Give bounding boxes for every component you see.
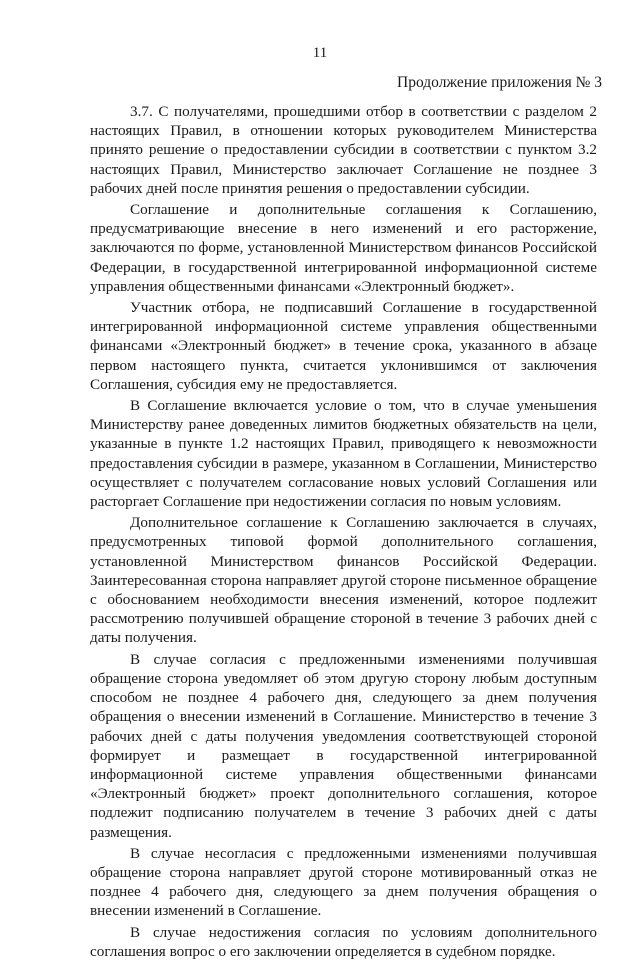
- page-number: 11: [312, 45, 328, 61]
- paragraph-limits-reduction: В Соглашение включается условие о том, что в случае уменьшения Министерству ранее доведенных лимитов бюджетных обязательств на цели, указанные в пункте 1.2 настоящих Правил, приводящего к невозможности предоставления субсидии в размере, указанном в Соглашении, Министерство осуществляет с получателем согласование новых условий Соглашения или расторгает Соглашение при недостижении согласия по новым условиям.: [90, 397, 597, 511]
- document-body: [90, 102, 597, 963]
- appendix-continuation-note: Продолжение приложения № 3: [397, 74, 602, 91]
- paragraph-consent: В случае согласия с предложенными изменениями получившая обращение сторона уведомляет об этом другую сторону любым доступным способом не позднее 4 рабочего дня, следующего за днем получения обращения о внесении изменений в Соглашение. Министерство в течение 3 рабочих дней с даты получения уведомления соответствующей стороной формирует и размещает в государственной интегрированной информационной системе управления общественными финансами «Электронный бюджет» проект дополнительного соглашения, которое подлежит подписанию получателем в течение 3 рабочих дней с даты размещения.: [90, 650, 597, 841]
- paragraph-court: В случае недостижения согласия по условиям дополнительного соглашения вопрос о его заключении определяется в судебном порядке.: [90, 923, 597, 960]
- paragraph-3-7: 3.7. С получателями, прошедшими отбор в соответствии с разделом 2 настоящих Правил, в отношении которых руководителем Министерства принято решение о предоставлении субсидии в соответствии с пунктом 3.2 настоящих Правил, Министерство заключает Соглашение не позднее 3 рабочих дней после принятия решения о предоставлении субсидии.: [90, 103, 597, 197]
- paragraph-additional-agreement: Дополнительное соглашение к Соглашению заключается в случаях, предусмотренных типовой формой дополнительного соглашения, установленной Министерством финансов Российской Федерации. Заинтересованная сторона направляет другой стороне письменное обращение с обоснованием необходимости внесения изменений, которое подлежит рассмотрению получившей обращение стороной в течение 3 рабочих дней с даты получения.: [90, 514, 597, 647]
- paragraph-unsigned-participant: Участник отбора, не подписавший Соглашение в государственной интегрированной информационной системе управления общественными финансами «Электронный бюджет» в течение срока, указанного в абзаце первом настоящего пункта, считается уклонившимся от заключения Соглашения, субсидия ему не предоставляется.: [90, 299, 597, 393]
- paragraph-agreement-form: Соглашение и дополнительные соглашения к Соглашению, предусматривающие внесение в него изменений и его расторжение, заключаются по форме, установленной Министерством финансов Российской Федерации, в государственной интегрированной информационной системе управления общественными финансами «Электронный бюджет».: [90, 201, 597, 295]
- paragraph-refusal: В случае несогласия с предложенными изменениями получившая обращение сторона направляет другой стороне мотивированный отказ не позднее 4 рабочего дня, следующего за днем получения обращения о внесении изменений в Соглашение.: [90, 844, 597, 920]
